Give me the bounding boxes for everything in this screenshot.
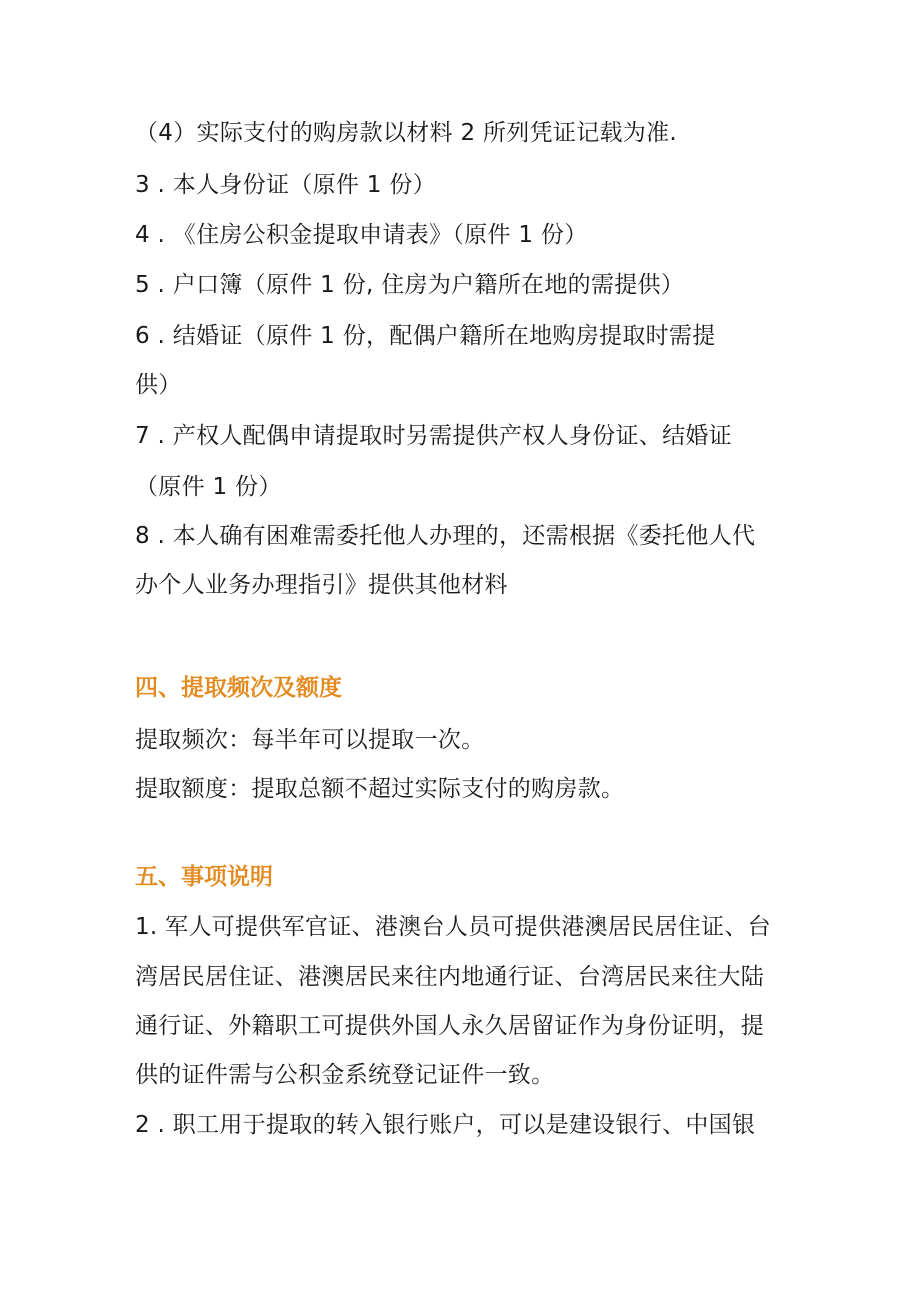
- material-item7-line1: 7 . 产权人配偶申请提取时另需提供产权人身份证、结婚证: [135, 423, 732, 449]
- section5-note1-line4: 供的证件需与公积金系统登记证件一致。: [135, 1062, 555, 1088]
- material-item8-line2: 办个人业务办理指引》提供其他材料: [135, 572, 508, 598]
- section5-note1-line3: 通行证、外籍职工可提供外国人永久居留证作为身份证明，提: [135, 1013, 765, 1039]
- material-item8-line1: 8 . 本人确有困难需委托他人办理的，还需根据《委托他人代: [135, 523, 756, 549]
- material-item6-line2: 供）: [135, 372, 182, 398]
- section5-note1-line1: 1. 军人可提供军官证、港澳台人员可提供港澳居民居住证、台: [135, 914, 771, 940]
- section4-frequency: 提取频次：每半年可以提取一次。: [135, 727, 485, 753]
- section5-note1-line2: 湾居民居住证、港澳居民来往内地通行证、台湾居民来往大陆: [135, 964, 765, 990]
- section5-note2-line1: 2 . 职工用于提取的转入银行账户，可以是建设银行、中国银: [135, 1112, 756, 1138]
- material-item7-line2: （原件 1 份）: [135, 474, 282, 500]
- section4-amount: 提取额度：提取总额不超过实际支付的购房款。: [135, 776, 625, 802]
- material-item6-line1: 6 . 结婚证（原件 1 份，配偶户籍所在地购房提取时需提: [135, 323, 716, 349]
- material-item4: 4 . 《住房公积金提取申请表》（原件 1 份）: [135, 222, 588, 248]
- section4-heading: 四、提取频次及额度: [135, 675, 342, 701]
- section5-heading: 五、事项说明: [135, 864, 273, 890]
- material-item5: 5 . 户口簿（原件 1 份, 住房为户籍所在地的需提供）: [135, 272, 685, 298]
- material-item3: 3 . 本人身份证（原件 1 份）: [135, 172, 436, 198]
- material-item4-note: （4）实际支付的购房款以材料 2 所列凭证记载为准.: [135, 120, 677, 146]
